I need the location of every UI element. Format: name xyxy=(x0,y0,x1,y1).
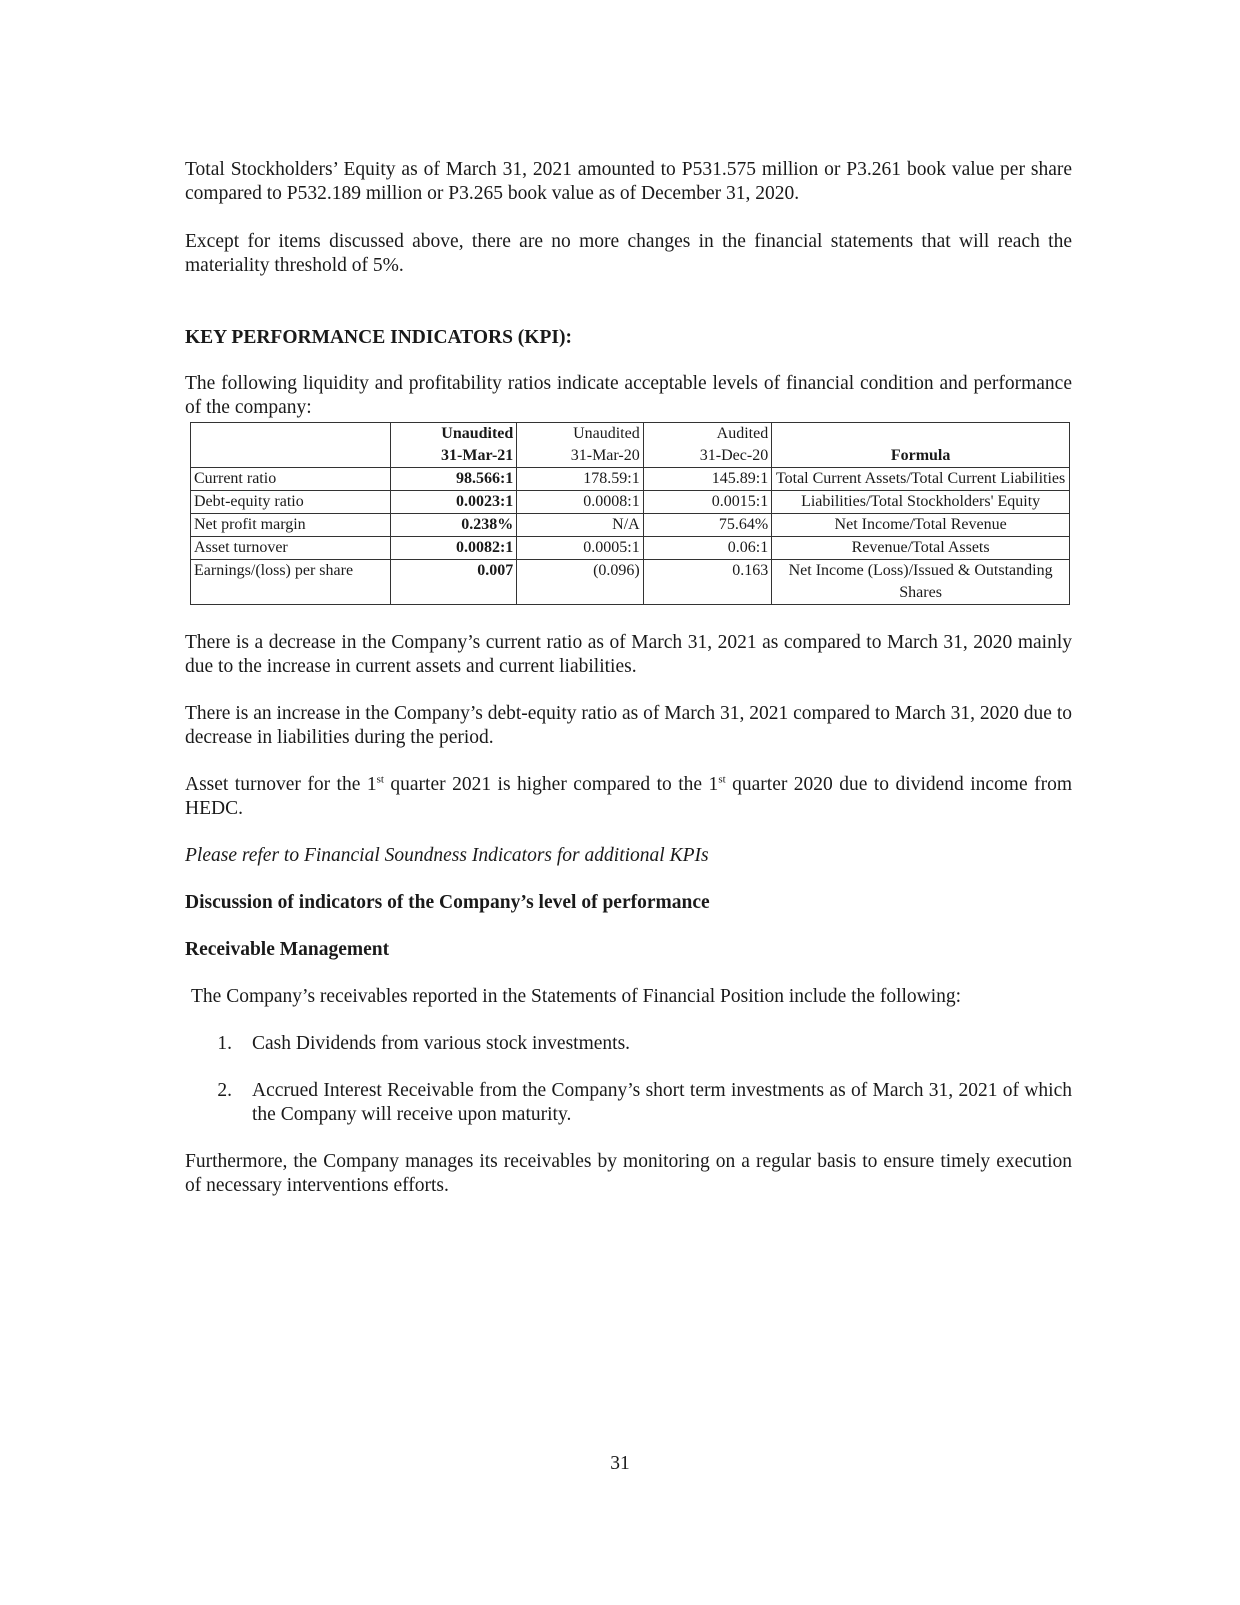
list-item xyxy=(185,1032,1072,1056)
debt-equity-analysis: There is an increase in the Company’s debt-equity ratio as of March 31, 2021 compared to March 31, 2020 due to decrease in liabilities during the period. xyxy=(185,703,1073,748)
row-formula: Net Income/Total Revenue xyxy=(772,514,1070,537)
kpi-heading: KEY PERFORMANCE INDICATORS (KPI): xyxy=(185,327,572,348)
header-col-3: Audited 31-Dec-20 xyxy=(643,423,771,468)
row-value-mar20: N/A xyxy=(517,514,643,537)
list-item-number: 2. xyxy=(217,1080,232,1101)
list-item-number: 1. xyxy=(217,1033,232,1054)
row-value-mar21: 0.0023:1 xyxy=(390,491,516,514)
header-col-2: Unaudited 31-Mar-20 xyxy=(517,423,643,468)
row-value-mar21: 0.0082:1 xyxy=(390,537,516,560)
row-label: Asset turnover xyxy=(191,537,391,560)
fsi-note: Please refer to Financial Soundness Indicators for additional KPIs xyxy=(185,845,709,866)
row-formula: Net Income (Loss)/Issued & Outstanding Shares xyxy=(772,560,1070,605)
row-label: Current ratio xyxy=(191,468,391,491)
equity-paragraph: Total Stockholders’ Equity as of March 31, 2021 amounted to P531.575 million or P3.261 book value per share compared to P532.189 million or P3.265 book value as of December 31, 2020. xyxy=(185,159,1072,204)
row-value-mar20: 0.0005:1 xyxy=(517,537,643,560)
header-blank xyxy=(191,423,391,468)
header-formula: Formula xyxy=(772,423,1070,468)
table-row xyxy=(191,468,1070,491)
row-label: Debt-equity ratio xyxy=(191,491,391,514)
row-value-dec20: 75.64% xyxy=(643,514,771,537)
list-item-text: Cash Dividends from various stock investments. xyxy=(252,1033,631,1054)
kpi-table xyxy=(190,422,1070,605)
materiality-paragraph: Except for items discussed above, there are no more changes in the financial statements that will reach the materiality threshold of 5%. xyxy=(185,231,1072,276)
current-ratio-analysis: There is a decrease in the Company’s current ratio as of March 31, 2021 as compared to March 31, 2020 mainly due to the increase in current assets and current liabilities. xyxy=(185,632,1072,677)
row-formula: Liabilities/Total Stockholders' Equity xyxy=(772,491,1070,514)
kpi-table-header xyxy=(191,423,1070,468)
page-content xyxy=(185,158,1072,1198)
receivables-list xyxy=(185,1032,1072,1127)
header-col-1: Unaudited 31-Mar-21 xyxy=(390,423,516,468)
row-value-dec20: 0.06:1 xyxy=(643,537,771,560)
closing-paragraph: Furthermore, the Company manages its receivables by monitoring on a regular basis to ensure timely execution of necessary interventions efforts. xyxy=(185,1151,1072,1196)
row-value-mar20: (0.096) xyxy=(517,560,643,605)
table-row xyxy=(191,560,1070,605)
row-value-mar20: 0.0008:1 xyxy=(517,491,643,514)
row-value-dec20: 0.163 xyxy=(643,560,771,605)
table-row xyxy=(191,514,1070,537)
receivable-heading: Receivable Management xyxy=(185,939,390,960)
table-row xyxy=(191,537,1070,560)
asset-turnover-analysis: Asset turnover for the 1st quarter 2021 is higher compared to the 1st quarter 2020 due to dividend income from HEDC. xyxy=(185,773,1072,819)
page-number: 31 xyxy=(610,1453,630,1474)
row-label: Net profit margin xyxy=(191,514,391,537)
row-value-mar20: 178.59:1 xyxy=(517,468,643,491)
row-label: Earnings/(loss) per share xyxy=(191,560,391,605)
row-value-mar21: 0.238% xyxy=(390,514,516,537)
list-item xyxy=(185,1079,1072,1127)
table-row xyxy=(191,491,1070,514)
row-formula: Revenue/Total Assets xyxy=(772,537,1070,560)
receivables-intro: The Company’s receivables reported in the Statements of Financial Position include the following: xyxy=(191,986,962,1007)
kpi-intro: The following liquidity and profitability ratios indicate acceptable levels of financial condition and performance of the company: xyxy=(185,373,1072,418)
discussion-heading: Discussion of indicators of the Company’s level of performance xyxy=(185,892,710,913)
row-value-dec20: 145.89:1 xyxy=(643,468,771,491)
row-value-mar21: 0.007 xyxy=(390,560,516,605)
row-value-mar21: 98.566:1 xyxy=(390,468,516,491)
list-item-text: Accrued Interest Receivable from the Company’s short term investments as of March 31, 2021 of which the Company will receive upon maturity. xyxy=(252,1080,1072,1125)
row-formula: Total Current Assets/Total Current Liabilities xyxy=(772,468,1070,491)
row-value-dec20: 0.0015:1 xyxy=(643,491,771,514)
